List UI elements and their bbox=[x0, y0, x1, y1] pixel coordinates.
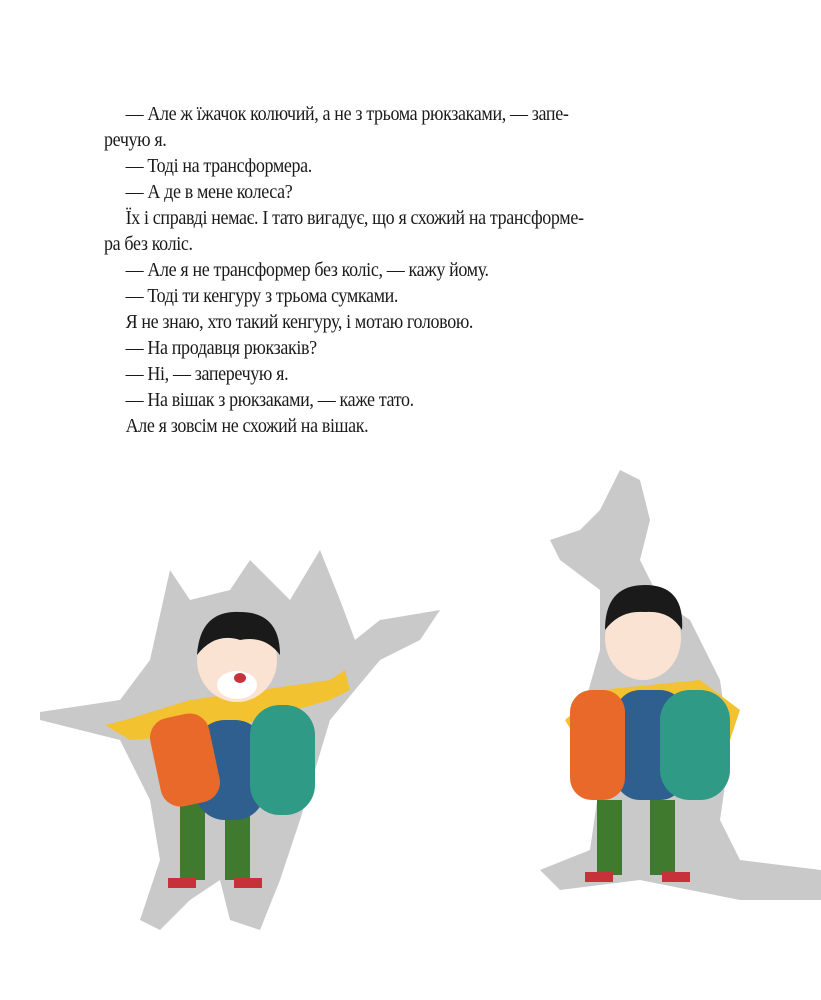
text-line: Їх і справді немає. І тато вигадує, що я схожий на трансформе- bbox=[125, 207, 584, 229]
text-line: — Ні, — заперечую я. bbox=[125, 363, 289, 385]
illustration bbox=[0, 460, 821, 1000]
text-line: — На продавця рюкзаків? bbox=[125, 337, 317, 359]
text-line: — На вішак з рюкзаками, — каже тато. bbox=[125, 389, 414, 411]
text-line: — А де в мене колеса? bbox=[125, 181, 293, 203]
text-line: — Тоді на трансформера. bbox=[125, 155, 312, 177]
text-line: — Але ж їжачок колючий, а не з трьома рюкзаками, — запе- bbox=[125, 103, 569, 125]
text-line: — Тоді ти кенгуру з трьома сумками. bbox=[125, 285, 399, 307]
text-line: речую я. bbox=[104, 129, 167, 151]
text-line: Я не знаю, хто такий кенгуру, і мотаю головою. bbox=[125, 311, 474, 333]
text-line: Але я зовсім не схожий на вішак. bbox=[125, 415, 369, 437]
text-line: ра без коліс. bbox=[104, 233, 193, 255]
story-text bbox=[104, 101, 724, 439]
text-line: — Але я не трансформер без коліс, — кажу йому. bbox=[125, 259, 489, 281]
